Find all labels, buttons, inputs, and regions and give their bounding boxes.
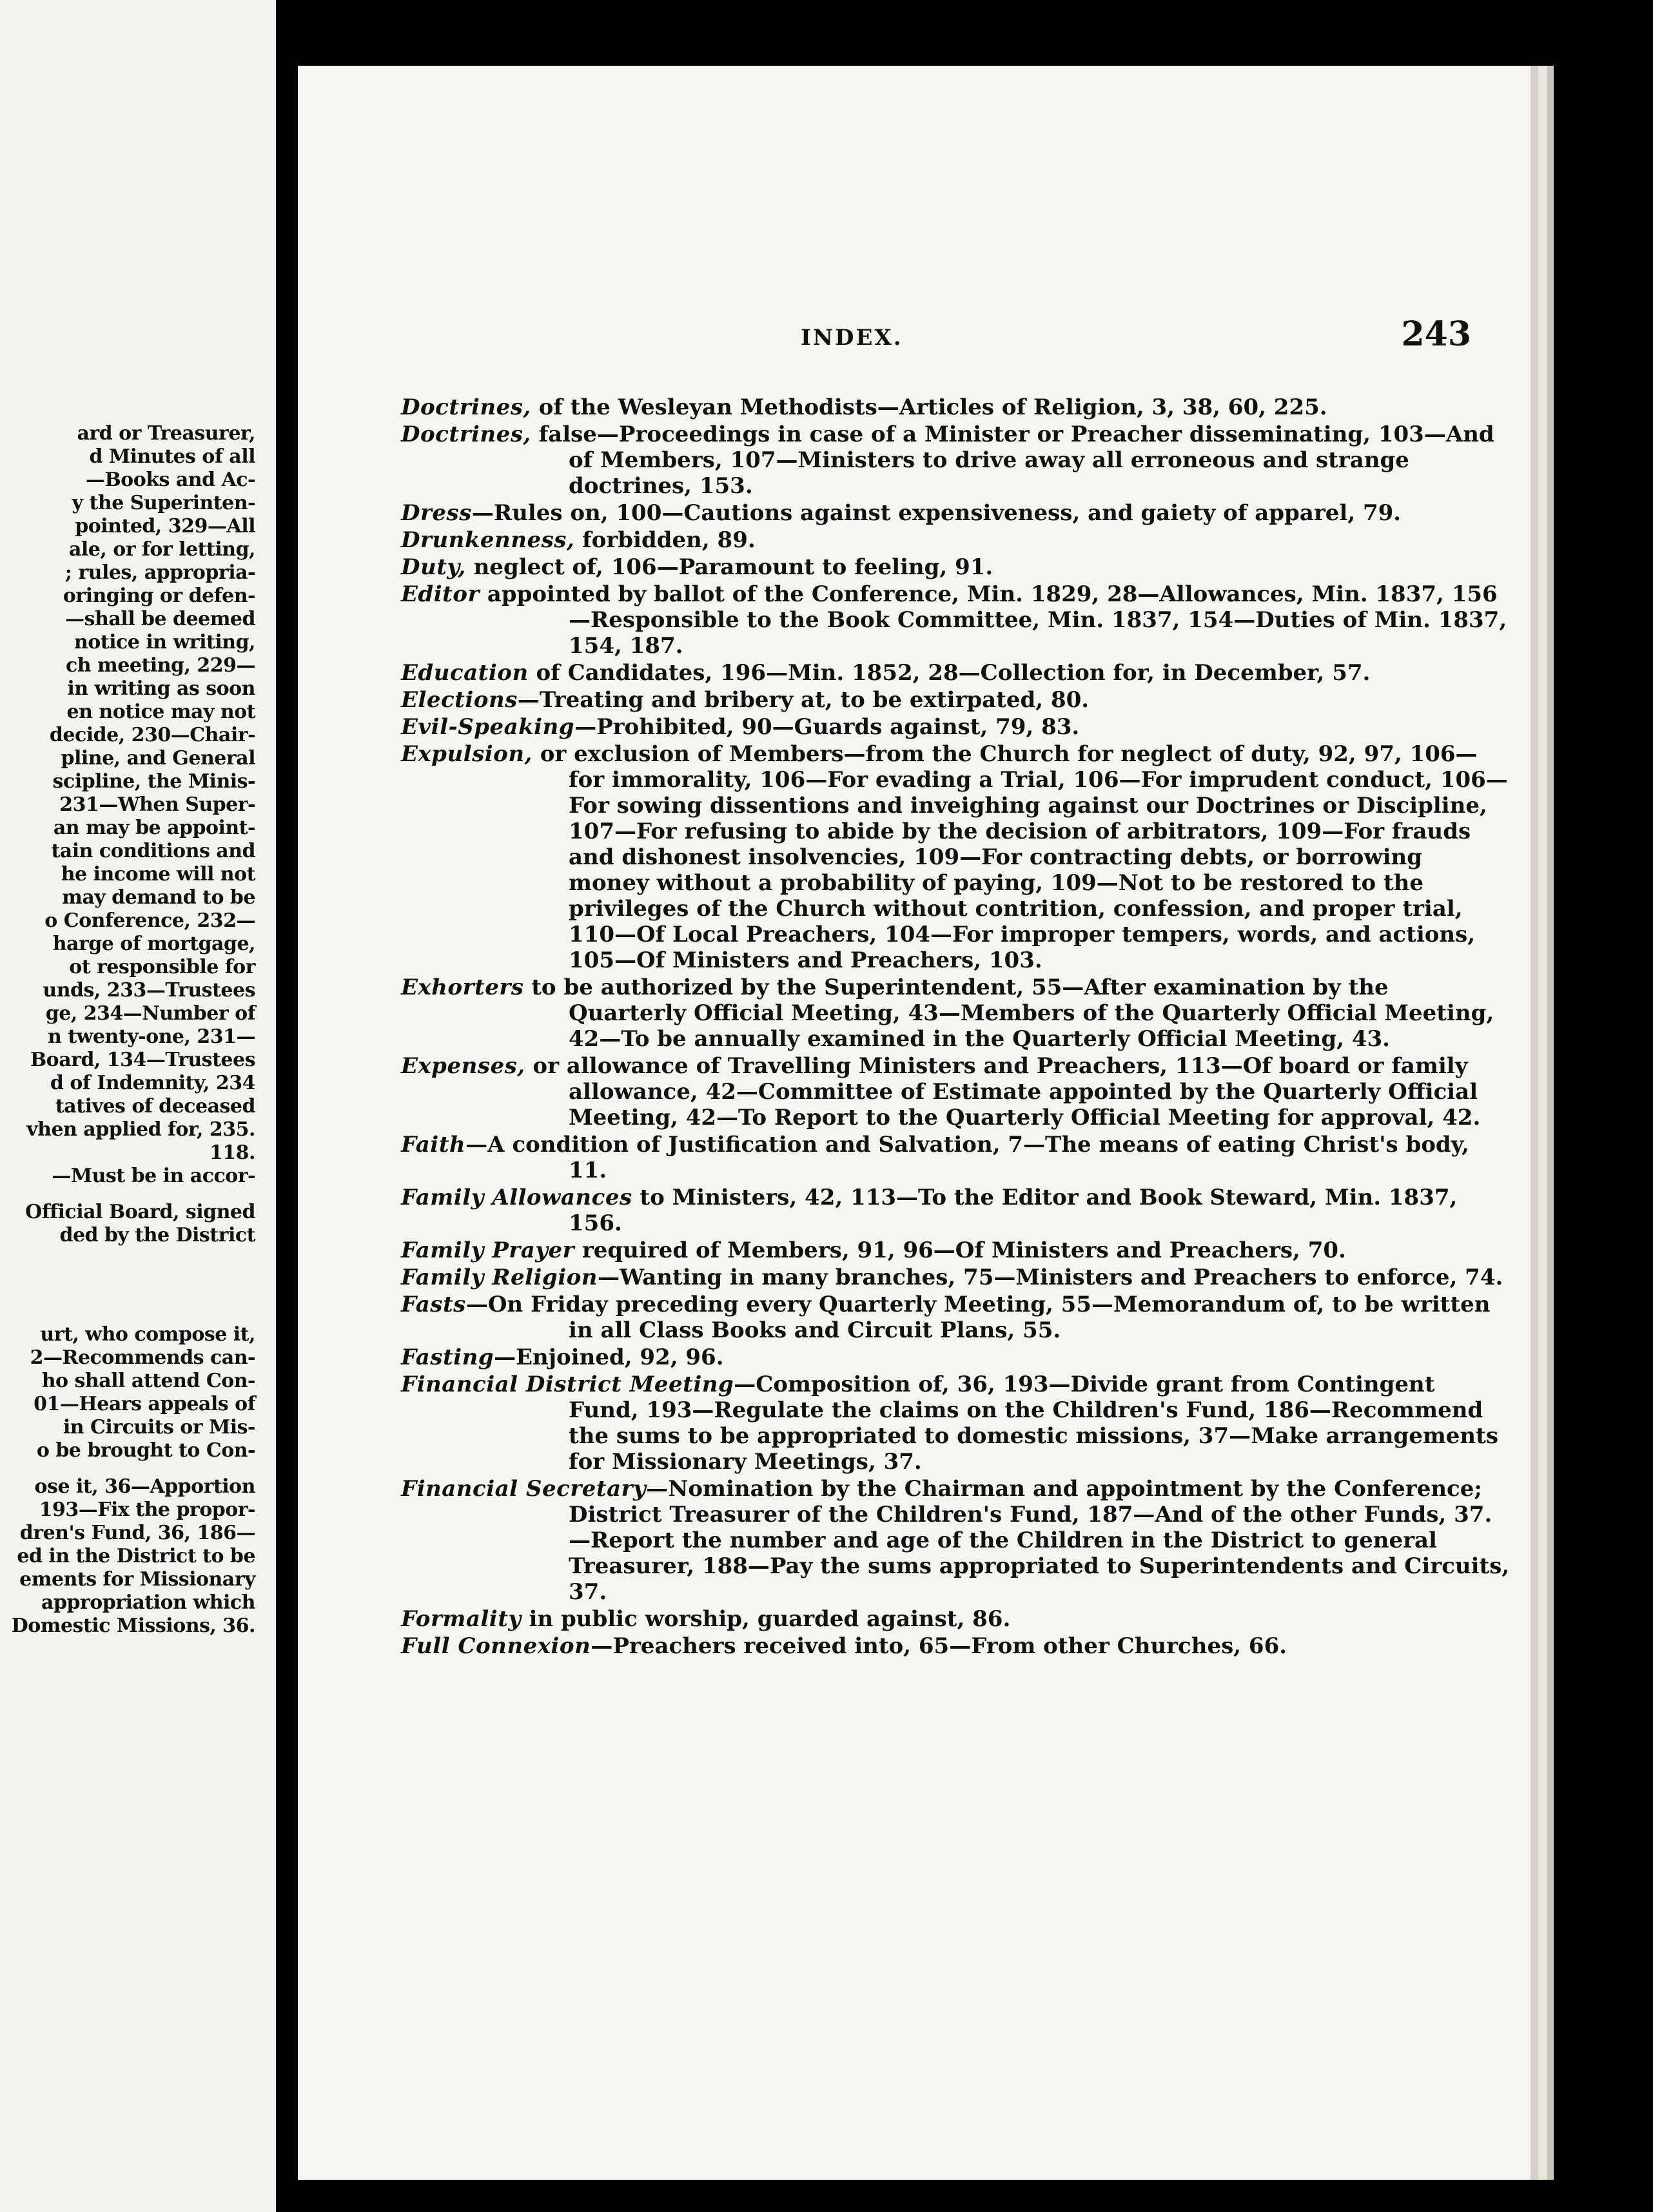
- left-page-line: pline, and General: [61, 747, 255, 770]
- index-entry-text: —Enjoined, 92, 96.: [494, 1344, 724, 1370]
- left-page-line: n twenty-one, 231—: [48, 1025, 255, 1048]
- left-page-line: ard or Treasurer,: [77, 422, 255, 445]
- index-entry: [401, 687, 1510, 713]
- left-page-line: ose it, 36—Apportion: [34, 1475, 255, 1498]
- index-entry: [401, 1185, 1510, 1236]
- index-entries: [401, 394, 1510, 1660]
- index-entry-text: neglect of, 106—Paramount to feeling, 91.: [465, 554, 993, 580]
- index-entry: [401, 741, 1510, 973]
- left-page-spacer: [0, 1188, 276, 1201]
- index-entry-text: —Rules on, 100—Cautions against expensiveness, and gaiety of apparel, 79.: [471, 500, 1402, 526]
- left-page-line: ded by the District: [59, 1224, 255, 1247]
- index-headword: Family Prayer: [401, 1237, 575, 1263]
- index-entry-text: —Nomination by the Chairman and appointment by the Conference; District Treasurer of the Children's Fund, 187—And of the other Funds, 37.—Report the number and age of the Children in the District to general Treasurer, 188—Pay the sums appropriated to Superintendents and Circuits, 37.: [569, 1476, 1510, 1605]
- index-entry: [401, 394, 1510, 420]
- left-page-line: 01—Hears appeals of: [34, 1393, 255, 1415]
- index-headword: Fasts: [401, 1292, 466, 1317]
- index-entry: [401, 1292, 1510, 1343]
- left-page-spacer: [0, 1462, 276, 1475]
- index-entry-text: of Candidates, 196—Min. 1852, 28—Collection for, in December, 57.: [528, 660, 1371, 686]
- page-header: [298, 311, 1531, 362]
- left-page-line: oringing or defen-: [63, 585, 255, 607]
- index-entry: [401, 1476, 1510, 1605]
- left-page-line: —Books and Ac-: [85, 469, 255, 491]
- index-entry-text: —Wanting in many branches, 75—Ministers and Preachers to enforce, 74.: [598, 1265, 1503, 1290]
- index-entry-text: false—Proceedings in case of a Minister or Preacher disseminating, 103—And of Members, 107—Ministers to drive away all erroneous and strange doctrines, 153.: [531, 422, 1494, 499]
- index-headword: Editor: [401, 581, 480, 607]
- index-entry: [401, 554, 1510, 580]
- index-headword: Education: [401, 660, 529, 686]
- index-headword: Formality: [401, 1606, 522, 1632]
- left-page-line: d of Indemnity, 234: [50, 1072, 255, 1094]
- index-entry: [401, 500, 1510, 526]
- index-headword: Family Allowances: [401, 1185, 632, 1210]
- index-entry: [401, 714, 1510, 740]
- index-entry: [401, 660, 1510, 686]
- left-page-line: ed in the District to be: [17, 1545, 255, 1567]
- index-headword: Expenses,: [401, 1053, 525, 1079]
- left-page-line: 2—Recommends can-: [30, 1346, 255, 1369]
- index-entry: [401, 422, 1510, 499]
- index-entry-text: —On Friday preceding every Quarterly Meeting, 55—Memorandum of, to be written in all Class Books and Circuit Plans, 55.: [465, 1292, 1491, 1343]
- index-headword: Doctrines,: [401, 394, 531, 420]
- left-page-line: may demand to be: [62, 886, 255, 909]
- index-headword: Family Religion: [401, 1265, 598, 1290]
- index-entry-text: forbidden, 89.: [574, 527, 756, 553]
- left-page-spacer: [0, 1247, 276, 1323]
- index-entry-text: —A condition of Justification and Salvation, 7—The means of eating Christ's body, 11.: [465, 1132, 1470, 1183]
- left-page-line: harge of mortgage,: [52, 933, 255, 955]
- left-page-line: o Conference, 232—: [44, 909, 255, 932]
- left-page-line: pointed, 329—All: [75, 515, 255, 538]
- left-page-line: ho shall attend Con-: [41, 1370, 255, 1392]
- index-entry: [401, 1633, 1510, 1659]
- index-headword: Drunkenness,: [401, 527, 575, 553]
- index-entry-text: of the Wesleyan Methodists—Articles of Religion, 3, 38, 60, 225.: [531, 394, 1327, 420]
- index-entry: [401, 1606, 1510, 1632]
- index-entry: [401, 1372, 1510, 1475]
- index-headword: Financial District Meeting: [401, 1372, 734, 1397]
- index-headword: Financial Secretary: [401, 1476, 647, 1502]
- left-page-line: Domestic Missions, 36.: [11, 1615, 255, 1637]
- index-headword: Evil-Speaking: [401, 714, 575, 740]
- left-page-line: 231—When Super-: [59, 793, 255, 816]
- left-page-line: tain conditions and: [51, 840, 255, 862]
- index-headword: Elections: [401, 687, 518, 713]
- left-page-line: 118.: [209, 1141, 255, 1164]
- index-headword: Doctrines,: [401, 422, 531, 447]
- left-page-line: d Minutes of all: [89, 445, 255, 468]
- index-entry-text: —Preachers received into, 65—From other Churches, 66.: [591, 1633, 1287, 1659]
- running-head: INDEX.: [801, 325, 903, 351]
- index-entry: [401, 1344, 1510, 1370]
- index-entry-text: —Composition of, 36, 193—Divide grant from Contingent Fund, 193—Regulate the claims on the Children's Fund, 186—Recommend the sums to be appropriated to domestic missions, 37—Make arrangements for Missionary Meetings, 37.: [569, 1372, 1498, 1475]
- left-page-line: Board, 134—Trustees: [30, 1049, 255, 1071]
- left-page-line: decide, 230—Chair-: [49, 724, 255, 746]
- left-page-line: ements for Missionary: [19, 1568, 255, 1591]
- left-page-line: o be brought to Con-: [36, 1439, 255, 1462]
- index-entry-text: to Ministers, 42, 113—To the Editor and Book Steward, Min. 1837, 156.: [569, 1185, 1458, 1236]
- index-entry: [401, 1265, 1510, 1290]
- left-page-line: he income will not: [61, 863, 255, 886]
- index-entry: [401, 1132, 1510, 1183]
- index-headword: Duty,: [401, 554, 466, 580]
- right-page: [298, 66, 1538, 2180]
- left-page-line: notice in writing,: [73, 631, 255, 654]
- left-page-fragment: [0, 0, 276, 2212]
- left-page-text: [0, 422, 276, 1638]
- left-page-line: y the Superinten-: [72, 492, 255, 514]
- left-page-line: urt, who compose it,: [40, 1323, 255, 1346]
- left-page-line: dren's Fund, 36, 186—: [19, 1522, 255, 1544]
- index-entry-text: required of Members, 91, 96—Of Ministers and Preachers, 70.: [574, 1237, 1346, 1263]
- index-headword: Dress: [401, 500, 472, 526]
- left-page-line: tatives of deceased: [55, 1095, 255, 1118]
- left-page-line: ge, 234—Number of: [45, 1002, 255, 1025]
- left-page-line: in Circuits or Mis-: [63, 1416, 255, 1439]
- index-entry-text: in public worship, guarded against, 86.: [521, 1606, 1011, 1632]
- left-page-line: appropriation which: [41, 1591, 255, 1614]
- left-page-line: —shall be deemed: [65, 608, 255, 630]
- index-entry: [401, 1237, 1510, 1263]
- index-headword: Faith: [401, 1132, 466, 1158]
- left-page-line: an may be appoint-: [53, 817, 255, 839]
- index-entry-text: —Treating and bribery at, to be extirpated, 80.: [517, 687, 1090, 713]
- left-page-line: ot responsible for: [69, 956, 255, 978]
- left-page-line: en notice may not: [66, 701, 255, 723]
- index-entry: [401, 1053, 1510, 1130]
- page-number: 243: [1401, 315, 1471, 354]
- left-page-line: —Must be in accor-: [52, 1165, 255, 1187]
- left-page-line: ale, or for letting,: [68, 538, 255, 561]
- left-page-line: ; rules, appropria-: [64, 561, 255, 584]
- left-page-line: in writing as soon: [67, 677, 255, 700]
- left-page-line: unds, 233—Trustees: [43, 979, 255, 1002]
- index-entry-text: or exclusion of Members—from the Church for neglect of duty, 92, 97, 106—for immorality, 106—For evading a Trial, 106—For imprudent conduct, 106—For sowing dissentions and inveighing against our Doctrines or Discipline, 107—For refusing to abide by the decision of arbitrators, 109—For frauds and dishonest insolvencies, 109—For contracting debts, or borrowing money without a probability of paying, 109—Not to be restored to the privileges of the Church without contrition, confession, and proper trial, 110—Of Local Preachers, 104—For improper tempers, words, and actions, 105—Of Ministers and Preachers, 103.: [532, 741, 1508, 973]
- index-entry-text: or allowance of Travelling Ministers and Preachers, 113—Of board or family allowance, 42—Committee of Estimate appointed by the Quarterly Official Meeting, 42—To Report to the Quarterly Official Meeting for approval, 42.: [525, 1053, 1481, 1130]
- index-entry-text: —Prohibited, 90—Guards against, 79, 83.: [574, 714, 1080, 740]
- left-page-line: 193—Fix the propor-: [39, 1499, 255, 1521]
- index-headword: Exhorters: [401, 975, 524, 1000]
- index-entry: [401, 527, 1510, 553]
- left-page-line: Official Board, signed: [25, 1201, 255, 1223]
- index-entry-text: to be authorized by the Superintendent, 55—After examination by the Quarterly Official Meeting, 43—Members of the Quarterly Official Meeting, 42—To be annually examined in the Quarterly Official Meeting, 43.: [523, 975, 1494, 1052]
- index-entry: [401, 975, 1510, 1052]
- index-headword: Expulsion,: [401, 741, 533, 767]
- left-page-line: scipline, the Minis-: [52, 770, 255, 793]
- index-entry: [401, 581, 1510, 659]
- index-headword: Fasting: [401, 1344, 494, 1370]
- left-page-line: ch meeting, 229—: [66, 654, 255, 677]
- index-entry-text: appointed by ballot of the Conference, Min. 1829, 28—Allowances, Min. 1837, 156—Responsible to the Book Committee, Min. 1837, 154—Duties of Min. 1837, 154, 187.: [479, 581, 1507, 659]
- index-headword: Full Connexion: [401, 1633, 591, 1659]
- left-page-line: vhen applied for, 235.: [26, 1118, 255, 1141]
